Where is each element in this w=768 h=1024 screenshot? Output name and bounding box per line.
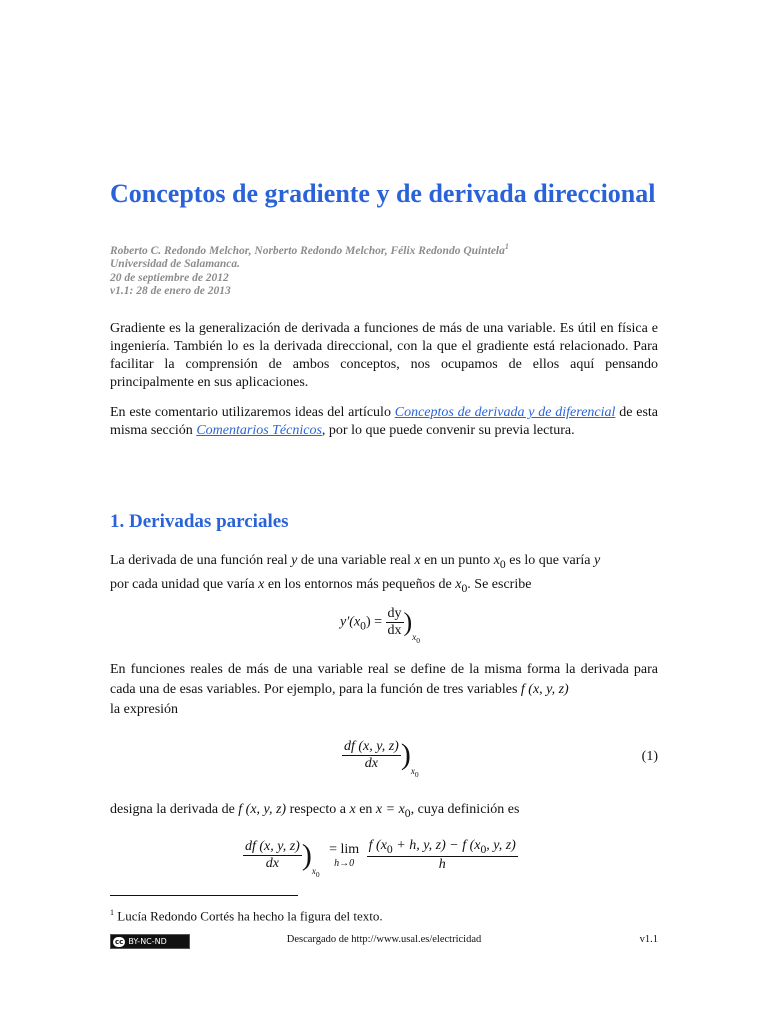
reference-paragraph: En este comentario utilizaremos ideas del artículo Conceptos de derivada y de diferencial de esta misma sección Comentarios Técnicos, por lo que puede convenir su previa lectura. [110, 405, 659, 438]
cc-license-badge[interactable]: cc BY-NC-ND [110, 934, 190, 949]
intro-paragraph: Gradiente es la generalización de derivada a funciones de más de una variable. Es útil en física e ingeniería. También lo es la derivada direccional, con la que el gradiente está relacionado. Para facilitar la comprensión de ambos conceptos, nos ocupamos de ellos aquí pensando principalmente en sus aplicaciones. [110, 321, 658, 390]
section-1-paragraph-3: designa la derivada de f (x, y, z) respecto a x en $x = x_0$, cuya definición es [110, 802, 520, 820]
equation-limit-definition: $\frac{df (x, y, z)}{dx}$ )$_{x_0}$ = lim h→0 $\frac{f (x_0 + h, y, z) - f (x_0, y, z)}{h}$ [245, 838, 516, 880]
footnote-ref[interactable]: 1 [504, 242, 509, 251]
footnote-divider [110, 895, 298, 896]
authors: Roberto C. Redondo Melchor, Norberto Redondo Melchor, Félix Redondo Quintela [110, 244, 505, 257]
cc-icon: cc [115, 937, 124, 946]
section-1-paragraph-1: La derivada de una función real y de una variable real x en un punto $x_0$ es lo que varía y por cada unidad que varía x en los entornos más pequeños de $x_0$. Se escribe [110, 553, 601, 595]
section-1-heading: 1. Derivadas parciales [110, 511, 289, 532]
document-metadata [110, 240, 509, 299]
equation-derivative: $y'(x_0)$ = $\frac{dy}{dx}$ )$_{x_0}$ [340, 606, 420, 645]
footer-version: v1.1 [639, 934, 658, 945]
equation-1-number: (1) [641, 749, 658, 764]
footer-download-url: Descargado de http://www.usal.es/electricidad [286, 934, 482, 945]
footnote: $^1$ Lucía Redondo Cortés ha hecho la figura del texto. [110, 908, 383, 924]
version-label: v1.1: [110, 285, 134, 298]
version-date: 28 de enero de 2013 [136, 285, 231, 298]
link-conceptos-derivada[interactable]: Conceptos de derivada y de diferencial [394, 405, 616, 420]
section-1-paragraph-2: En funciones reales de más de una variable real se define de la misma forma la derivada para cada una de esas variables. Por ejemplo, para la función de tres variables f (x, y, z) la expresión [110, 662, 658, 717]
equation-1: $\frac{df (x, y, z)}{dx}$ )$_{x_0}$ [344, 738, 419, 779]
document-title: Conceptos de gradiente y de derivada direccional [110, 179, 656, 208]
link-comentarios-tecnicos[interactable]: Comentarios Técnicos [196, 423, 322, 438]
university: Universidad de Salamanca. [110, 258, 241, 271]
date: 20 de septiembre de 2012 [110, 271, 229, 284]
